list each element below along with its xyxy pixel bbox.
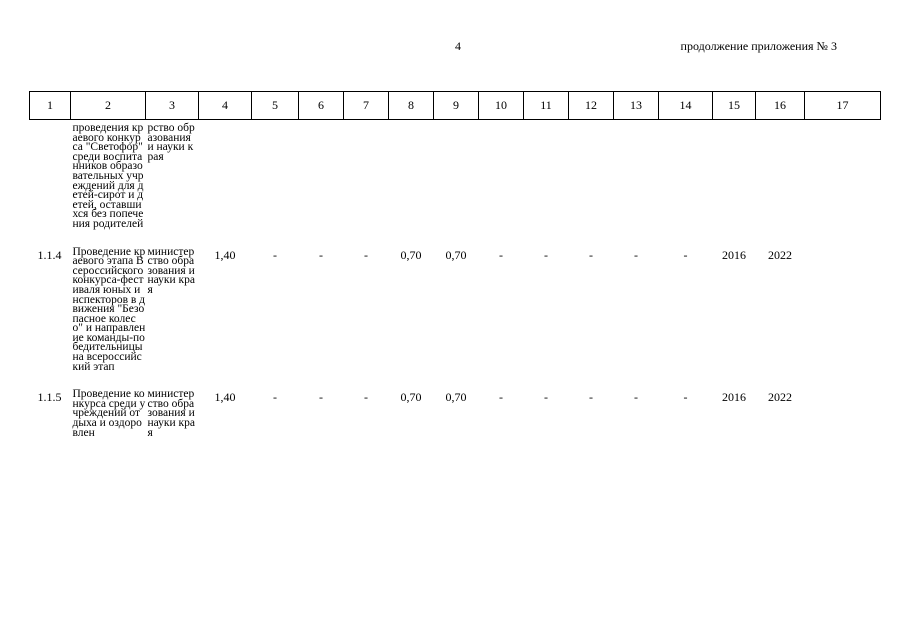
cell: - bbox=[544, 390, 548, 405]
cell: - bbox=[544, 247, 548, 262]
cell: - bbox=[683, 390, 688, 405]
cell bbox=[805, 120, 881, 230]
cell bbox=[389, 120, 434, 230]
cell bbox=[614, 120, 659, 230]
cell: - bbox=[273, 247, 277, 262]
cell bbox=[434, 120, 479, 230]
table-row bbox=[30, 386, 881, 438]
column-header: 7 bbox=[344, 92, 389, 120]
column-header: 13 bbox=[614, 92, 659, 120]
cell bbox=[524, 120, 569, 230]
column-header: 15 bbox=[713, 92, 756, 120]
cell: - bbox=[589, 247, 593, 262]
executor: министерство образования и науки края bbox=[147, 245, 195, 296]
cell: 1,40 bbox=[214, 390, 236, 405]
cell: - bbox=[589, 390, 593, 405]
cell bbox=[569, 120, 614, 230]
cell: - bbox=[364, 247, 368, 262]
row-number: 1.1.5 bbox=[37, 390, 62, 405]
row-number bbox=[30, 120, 71, 230]
cell: - bbox=[499, 247, 503, 262]
cell: 2016 bbox=[722, 390, 746, 405]
cell bbox=[479, 120, 524, 230]
cell bbox=[344, 120, 389, 230]
column-header: 14 bbox=[659, 92, 713, 120]
column-header: 5 bbox=[252, 92, 299, 120]
cell: - bbox=[683, 247, 688, 262]
cell: 2016 bbox=[722, 247, 746, 262]
cell: - bbox=[319, 390, 323, 405]
cell bbox=[805, 244, 881, 373]
executor: рство образования и науки края bbox=[147, 122, 195, 163]
appendix-note: продолжение приложения № 3 bbox=[680, 39, 837, 53]
column-header: 8 bbox=[389, 92, 434, 120]
row-number: 1.1.4 bbox=[37, 247, 62, 262]
cell bbox=[252, 120, 299, 230]
table-row bbox=[30, 244, 881, 373]
cell bbox=[756, 120, 805, 230]
column-header: 16 bbox=[756, 92, 805, 120]
column-header: 11 bbox=[524, 92, 569, 120]
cell: - bbox=[634, 247, 638, 262]
column-header: 4 bbox=[199, 92, 252, 120]
cell bbox=[713, 120, 756, 230]
cell: 2022 bbox=[768, 247, 792, 262]
column-header: 12 bbox=[569, 92, 614, 120]
column-header: 9 bbox=[434, 92, 479, 120]
column-header: 17 bbox=[805, 92, 881, 120]
column-header: 10 bbox=[479, 92, 524, 120]
cell: - bbox=[273, 390, 277, 405]
cell: - bbox=[634, 390, 638, 405]
cell: 0,70 bbox=[400, 247, 422, 262]
column-header: 3 bbox=[146, 92, 199, 120]
program-table bbox=[29, 91, 881, 438]
page-number: 4 bbox=[455, 39, 461, 53]
cell: - bbox=[364, 390, 368, 405]
cell: 0,70 bbox=[445, 390, 467, 405]
cell: - bbox=[319, 247, 323, 262]
cell: 0,70 bbox=[445, 247, 467, 262]
measure-name: Проведение конкурса среди учреждений отдыха и оздоровлен bbox=[72, 388, 146, 439]
column-header: 2 bbox=[71, 92, 146, 120]
column-header: 1 bbox=[30, 92, 71, 120]
column-number-row bbox=[30, 92, 881, 120]
executor: министерство образования и науки края bbox=[147, 388, 195, 439]
cell: - bbox=[499, 390, 503, 405]
table-row bbox=[30, 120, 881, 230]
cell bbox=[299, 120, 344, 230]
cell bbox=[805, 386, 881, 438]
cell bbox=[199, 120, 252, 230]
measure-name: проведения краевого конкурса "Светофор" среди воспитанников образовательных учреждений для детей-сирот и детей, оставшихся без попечения родителей bbox=[72, 122, 144, 230]
cell: 2022 bbox=[768, 390, 792, 405]
cell bbox=[659, 120, 713, 230]
column-header: 6 bbox=[299, 92, 344, 120]
measure-name: Проведение краевого этапа Всероссийского конкурса-фестиваля юных инспекторов в движения "Безопасное колесо" и направление команды-победительницы на всероссийский этап bbox=[72, 245, 146, 373]
cell: 1,40 bbox=[214, 247, 236, 262]
cell: 0,70 bbox=[400, 390, 422, 405]
